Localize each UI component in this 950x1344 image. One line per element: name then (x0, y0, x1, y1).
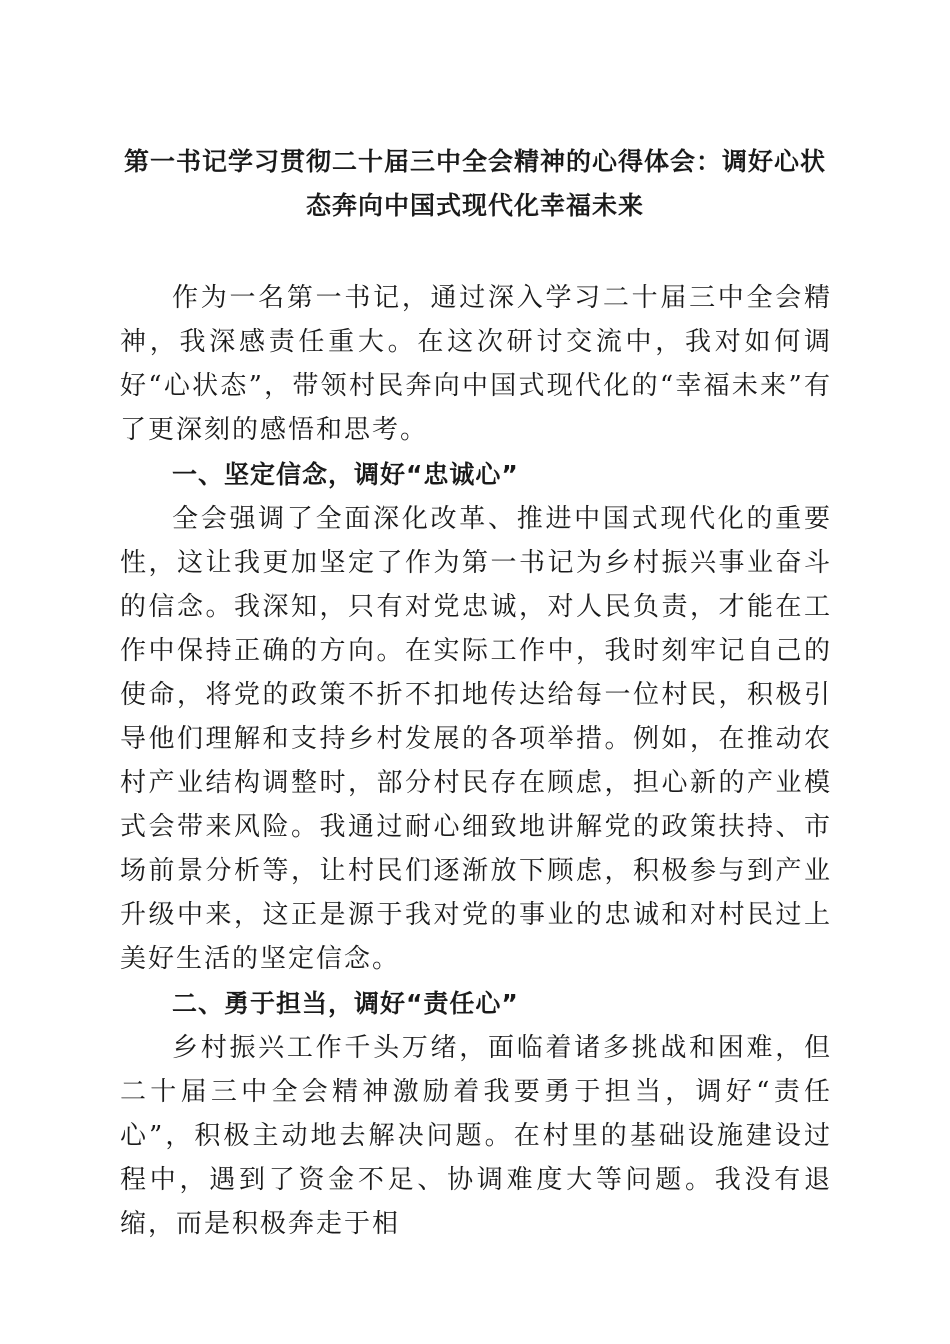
intro-paragraph: 作为一名第一书记，通过深入学习二十届三中全会精神，我深感责任重大。在这次研讨交流中，我对如何调好“心状态”，带领村民奔向中国式现代化的“幸福未来”有了更深刻的感悟和思考。 (120, 283, 832, 445)
title-line-1: 第一书记学习贯彻二十届三中全会精神的心得体会：调好心状 (123, 147, 826, 176)
title-line-2: 态奔向中国式现代化幸福未来 (305, 191, 644, 220)
section-2-paragraph: 乡村振兴工作千头万绪，面临着诸多挑战和困难，但二十届三中全会精神激励着我要勇于担当，调好“责任心”，积极主动地去解决问题。在村里的基础设施建设过程中，遇到了资金不足、协调难度大等问题。我没有退缩，而是积极奔走于相 (120, 1033, 832, 1239)
section-2-heading: 二、勇于担当，调好“责任心” (172, 989, 519, 1018)
section-1-paragraph: 全会强调了全面深化改革、推进中国式现代化的重要性，这让我更加坚定了作为第一书记为乡村振兴事业奋斗的信念。我深知，只有对党忠诚，对人民负责，才能在工作中保持正确的方向。在实际工作中，我时刻牢记自己的使命，将党的政策不折不扣地传达给每一位村民，积极引导他们理解和支持乡村发展的各项举措。例如，在推动农村产业结构调整时，部分村民存在顾虑，担心新的产业模式会带来风险。我通过耐心细致地讲解党的政策扶持、市场前景分析等，让村民们逐渐放下顾虑，积极参与到产业升级中来，这正是源于我对党的事业的忠诚和对村民过上美好生活的坚定信念。 (120, 504, 832, 974)
document-body (120, 276, 832, 1246)
section-1-heading: 一、坚定信念，调好“忠诚心” (172, 460, 519, 489)
document-title (110, 140, 840, 228)
